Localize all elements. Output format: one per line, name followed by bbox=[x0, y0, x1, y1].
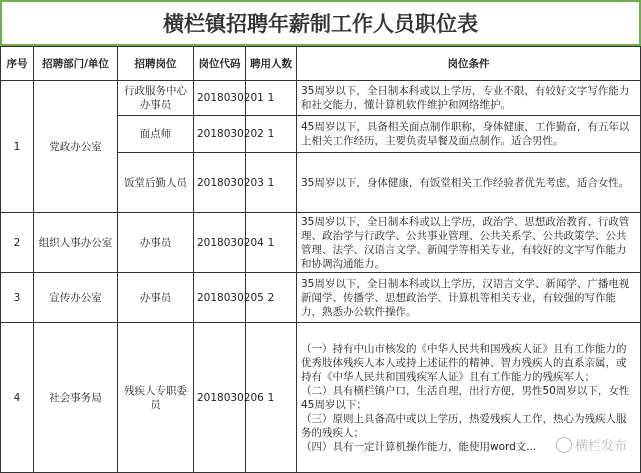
row-count: 1 bbox=[246, 81, 297, 116]
positions-table bbox=[0, 46, 641, 473]
header-count: 聘用人数 bbox=[246, 47, 297, 81]
row-conditions: 35周岁以下，身体健康，有饭堂相关工作经验者优先考虑，适合女性。 bbox=[297, 153, 641, 213]
header-conditions: 岗位条件 bbox=[297, 47, 641, 81]
row-code: 2018030202 bbox=[194, 116, 246, 153]
watermark-text: 横栏发布 bbox=[574, 439, 627, 454]
row-position: 办事员 bbox=[118, 213, 194, 273]
row-conditions: （一）持有中山市核发的《中华人民共和国残疾人证》且有工作能力的优秀肢体残疾人本人或持上述证件的精神、智力残疾人的直系亲属，或持有《中华人民共和国残疾军人证》且有工作能力的残疾军人； （二）具有横栏镇户口，生活自理，出行方便，男性50周岁以下，女性45周岁以下； （三）原则上具备高中或以上学历，热爱残疾人工作，热心为残疾人服务的残疾人； （四）具有一定计算机操作能力，能使用word文... bbox=[297, 323, 641, 473]
row-position: 行政服务中心办事员 bbox=[118, 81, 194, 116]
row-position: 办事员 bbox=[118, 273, 194, 323]
table-row bbox=[1, 213, 641, 273]
header-dept: 招聘部门/单位 bbox=[34, 47, 118, 81]
row-code: 2018030205 bbox=[194, 273, 246, 323]
row-code: 2018030204 bbox=[194, 213, 246, 273]
watermark bbox=[556, 435, 627, 454]
row-count: 1 bbox=[246, 116, 297, 153]
row-no: 4 bbox=[1, 323, 34, 473]
row-code: 2018030201 bbox=[194, 81, 246, 116]
page-title: 横栏镇招聘年薪制工作人员职位表 bbox=[0, 0, 641, 46]
table-row bbox=[1, 323, 641, 473]
row-conditions: 45周岁以下，具备相关面点制作职称，身体健康，工作勤奋，有五年以上相关工作经历，主要负责早餐及面点制作。适合男性。 bbox=[297, 116, 641, 153]
row-dept: 组织人事办公室 bbox=[34, 213, 118, 273]
row-conditions: 35周岁以下，全日制本科或以上学历，汉语言文学、新闻学、广播电视新闻学、传播学、思想政治学、计算机等相关专业，有较强的写作能力，熟悉办公软件操作。 bbox=[297, 273, 641, 323]
row-conditions: 35周岁以下，全日制本科或以上学历，政治学、思想政治教育、行政管理、政治学与行政学、公共事业管理、公共关系学、公共政策学、公共管理、法学、汉语言文学、新闻学等相关专业，有较好的文字写作能力和协调沟通能力。 bbox=[297, 213, 641, 273]
row-count: 1 bbox=[246, 153, 297, 213]
header-no: 序号 bbox=[1, 47, 34, 81]
table-header-row bbox=[1, 47, 641, 81]
row-no: 3 bbox=[1, 273, 34, 323]
header-position: 招聘岗位 bbox=[118, 47, 194, 81]
row-dept: 社会事务局 bbox=[34, 323, 118, 473]
header-code: 岗位代码 bbox=[194, 47, 246, 81]
row-conditions: 35周岁以下，全日制本科或以上学历，专业不限，有较好文字写作能力和社交能力，懂计算机软件维护和网络维护。 bbox=[297, 81, 641, 116]
row-position: 饭堂后勤人员 bbox=[118, 153, 194, 213]
table-row bbox=[1, 273, 641, 323]
wechat-icon bbox=[556, 437, 572, 453]
row-dept: 党政办公室 bbox=[34, 81, 118, 213]
row-position: 面点师 bbox=[118, 116, 194, 153]
row-position: 残疾人专职委员 bbox=[118, 323, 194, 473]
row-no: 1 bbox=[1, 81, 34, 213]
row-code: 2018030206 bbox=[194, 323, 246, 473]
row-dept: 宣传办公室 bbox=[34, 273, 118, 323]
row-no: 2 bbox=[1, 213, 34, 273]
row-code: 2018030203 bbox=[194, 153, 246, 213]
row-count: 1 bbox=[246, 213, 297, 273]
row-count: 2 bbox=[246, 273, 297, 323]
row-count: 1 bbox=[246, 323, 297, 473]
table-row bbox=[1, 81, 641, 116]
